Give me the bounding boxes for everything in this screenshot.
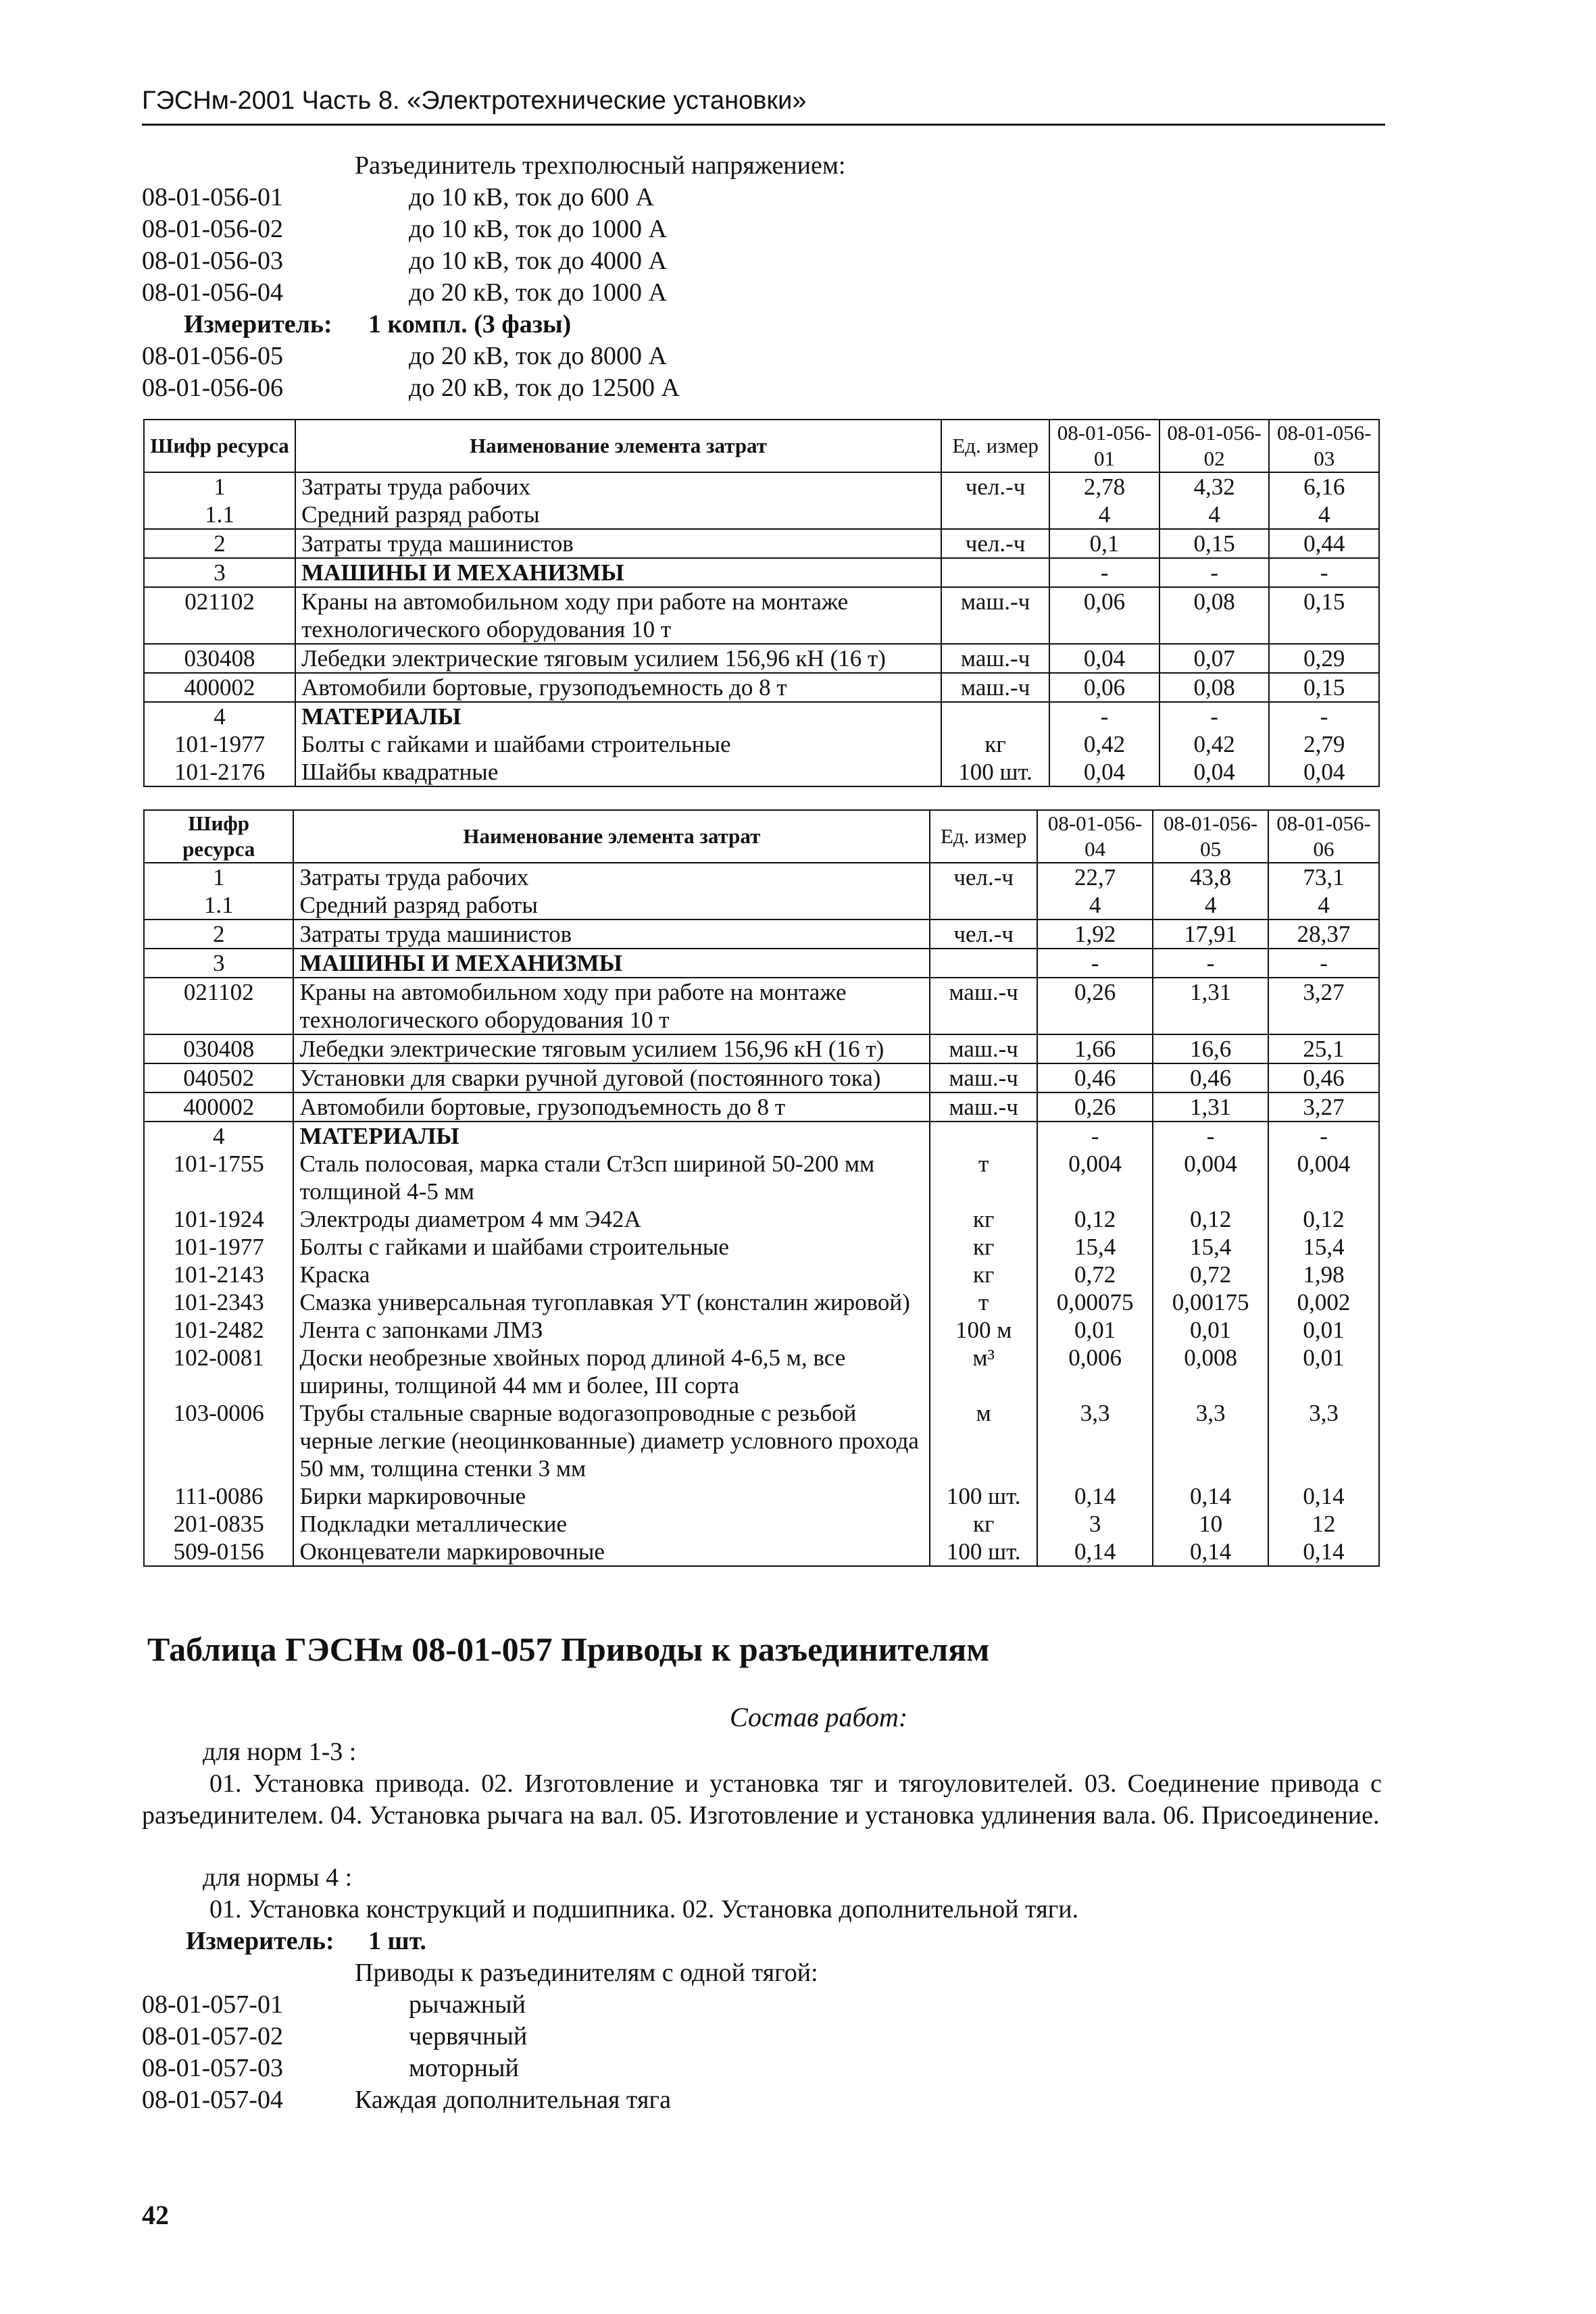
- value-cell: 4: [1269, 501, 1379, 529]
- value-cell: 0,01: [1153, 1316, 1268, 1344]
- value-cell: -: [1153, 1122, 1268, 1150]
- unit-cell: [941, 702, 1049, 730]
- cost-name-cell: Сталь полосовая, марка стали Ст3сп шириной 50-200 мм толщиной 4-5 мм: [293, 1150, 930, 1205]
- unit-cell: маш.-ч: [930, 1092, 1037, 1122]
- value-cell: 0,004: [1268, 1150, 1379, 1205]
- unit-cell: [930, 1122, 1037, 1150]
- resource-code-cell: 030408: [144, 644, 295, 673]
- unit-cell: [930, 891, 1037, 920]
- table-body: [144, 863, 1379, 1566]
- resource-code-cell: 101-2482: [144, 1316, 293, 1344]
- table-row: [144, 1510, 1379, 1538]
- value-cell: 0,12: [1037, 1205, 1153, 1233]
- cost-name-cell: МАШИНЫ И МЕХАНИЗМЫ: [293, 949, 930, 978]
- cost-name-cell: Смазка универсальная тугоплавкая УТ (консталин жировой): [293, 1288, 930, 1316]
- table-row: [144, 529, 1379, 558]
- table-row: [144, 863, 1379, 891]
- unit-cell: маш.-ч: [941, 587, 1049, 644]
- resource-code-cell: 1.1: [144, 501, 295, 529]
- unit-cell: 100 шт.: [930, 1538, 1037, 1566]
- table-row: [144, 702, 1379, 730]
- value-cell: 0,04: [1159, 758, 1270, 786]
- resource-code-cell: 101-1977: [144, 1233, 293, 1261]
- resource-code-cell: 4: [144, 1122, 293, 1150]
- value-cell: -: [1153, 949, 1268, 978]
- meter-label: Измеритель:: [186, 1927, 334, 1955]
- resource-code-cell: 030408: [144, 1034, 293, 1063]
- unit-cell: чел.-ч: [941, 529, 1049, 558]
- value-cell: 0,46: [1153, 1063, 1268, 1092]
- norm-desc: до 10 кВ, ток до 4000 А: [409, 247, 667, 275]
- cost-name-cell: Установки для сварки ручной дуговой (постоянного тока): [293, 1063, 930, 1092]
- resource-table-1: [143, 419, 1380, 787]
- value-cell: 0,14: [1037, 1482, 1153, 1510]
- table-row: [144, 1150, 1379, 1205]
- value-cell: -: [1159, 558, 1270, 587]
- value-cell: 0,15: [1159, 529, 1270, 558]
- value-cell: 0,002: [1268, 1288, 1379, 1316]
- value-cell: 0,15: [1269, 587, 1379, 644]
- col-header-unit: Ед. измер: [930, 810, 1037, 863]
- value-cell: 1,92: [1037, 920, 1153, 949]
- unit-cell: 100 шт.: [930, 1482, 1037, 1510]
- value-cell: 10: [1153, 1510, 1268, 1538]
- table-row: [144, 1399, 1379, 1482]
- value-cell: 0,14: [1153, 1482, 1268, 1510]
- value-cell: -: [1049, 558, 1159, 587]
- norm-code: 08-01-056-05: [142, 342, 283, 370]
- cost-name-cell: Затраты труда рабочих: [293, 863, 930, 891]
- value-cell: 0,26: [1037, 978, 1153, 1034]
- value-cell: 0,14: [1268, 1538, 1379, 1566]
- value-cell: 0,72: [1153, 1261, 1268, 1288]
- table-row: [144, 1288, 1379, 1316]
- col-header-norm: 08-01-056-03: [1269, 420, 1379, 472]
- value-cell: 1,31: [1153, 978, 1268, 1034]
- norm-desc: до 20 кВ, ток до 1000 А: [409, 278, 667, 307]
- value-cell: 0,004: [1153, 1150, 1268, 1205]
- unit-cell: кг: [941, 730, 1049, 758]
- table-row: [144, 1316, 1379, 1344]
- value-cell: 4,32: [1159, 472, 1270, 501]
- resource-code-cell: 400002: [144, 673, 295, 702]
- table-row: [144, 644, 1379, 673]
- value-cell: 0,44: [1269, 529, 1379, 558]
- value-cell: 0,15: [1269, 673, 1379, 702]
- table-row: [144, 949, 1379, 978]
- cost-name-cell: Болты с гайками и шайбами строительные: [295, 730, 941, 758]
- resource-code-cell: 1: [144, 863, 293, 891]
- resource-code-cell: 4: [144, 702, 295, 730]
- cost-name-cell: Краска: [293, 1261, 930, 1288]
- cost-name-cell: Затраты труда машинистов: [293, 920, 930, 949]
- norm-desc: Каждая дополнительная тяга: [355, 2086, 671, 2114]
- value-cell: 0,08: [1159, 587, 1270, 644]
- composition-label: Состав работ:: [730, 1702, 908, 1732]
- unit-cell: 100 м: [930, 1316, 1037, 1344]
- value-cell: 4: [1153, 891, 1268, 920]
- value-cell: 0,01: [1268, 1344, 1379, 1399]
- resource-code-cell: 2: [144, 529, 295, 558]
- value-cell: 16,6: [1153, 1034, 1268, 1063]
- table-body: [144, 472, 1379, 786]
- resource-code-cell: 3: [144, 558, 295, 587]
- norm-code: 08-01-057-01: [142, 1990, 283, 2019]
- resource-code-cell: 040502: [144, 1063, 293, 1092]
- value-cell: 0,29: [1269, 644, 1379, 673]
- resource-code-cell: 103-0006: [144, 1399, 293, 1482]
- norm-desc: рычажный: [409, 1990, 526, 2019]
- col-header-norm: 08-01-056-06: [1268, 810, 1379, 863]
- table-row: [144, 558, 1379, 587]
- norm-desc: моторный: [409, 2054, 519, 2082]
- col-header-norm: 08-01-056-02: [1159, 420, 1270, 472]
- value-cell: 0,14: [1268, 1482, 1379, 1510]
- cost-name-cell: Затраты труда рабочих: [295, 472, 941, 501]
- value-cell: 15,4: [1268, 1233, 1379, 1261]
- value-cell: 0,14: [1153, 1538, 1268, 1566]
- table-row: [144, 472, 1379, 501]
- unit-cell: кг: [930, 1205, 1037, 1233]
- resource-code-cell: 201-0835: [144, 1510, 293, 1538]
- col-header-norm: 08-01-056-05: [1153, 810, 1268, 863]
- value-cell: 43,8: [1153, 863, 1268, 891]
- cost-name-cell: МАТЕРИАЛЫ: [295, 702, 941, 730]
- cost-name-cell: Затраты труда машинистов: [295, 529, 941, 558]
- value-cell: 1,98: [1268, 1261, 1379, 1288]
- value-cell: 12: [1268, 1510, 1379, 1538]
- meter-value: 1 компл. (3 фазы): [368, 310, 572, 338]
- norm-code: 08-01-057-03: [142, 2054, 283, 2082]
- value-cell: 4: [1268, 891, 1379, 920]
- page-number: 42: [142, 2200, 169, 2230]
- value-cell: 3: [1037, 1510, 1153, 1538]
- resource-code-cell: 102-0081: [144, 1344, 293, 1399]
- value-cell: 0,46: [1037, 1063, 1153, 1092]
- value-cell: 15,4: [1153, 1233, 1268, 1261]
- cost-name-cell: МАШИНЫ И МЕХАНИЗМЫ: [295, 558, 941, 587]
- value-cell: -: [1268, 1122, 1379, 1150]
- work-description-1-3: 01. Установка привода. 02. Изготовление и установка тяг и тягоуловителей. 03. Соединение привода с разъединителем. 04. Установка рычага на вал. 05. Изготовление и установка удлинения вала. 06. Присоединение.: [142, 1769, 1382, 1830]
- cost-name-cell: Трубы стальные сварные водогазопроводные с резьбой черные легкие (неоцинкованные) диаметр условного прохода 50 мм, толщина стенки 3 мм: [293, 1399, 930, 1482]
- table-row: [144, 1205, 1379, 1233]
- cost-name-cell: Средний разряд работы: [295, 501, 941, 529]
- resource-code-cell: 101-1924: [144, 1205, 293, 1233]
- value-cell: 0,26: [1037, 1092, 1153, 1122]
- table-row: [144, 1122, 1379, 1150]
- value-cell: 0,04: [1049, 644, 1159, 673]
- col-header-norm: 08-01-056-04: [1037, 810, 1153, 863]
- value-cell: 1,31: [1153, 1092, 1268, 1122]
- col-header-code: Шифр ресурса: [144, 810, 293, 863]
- value-cell: 0,00075: [1037, 1288, 1153, 1316]
- value-cell: 0,12: [1268, 1205, 1379, 1233]
- value-cell: 0,08: [1159, 673, 1270, 702]
- resource-code-cell: 509-0156: [144, 1538, 293, 1566]
- norm-desc: до 20 кВ, ток до 8000 А: [409, 342, 667, 370]
- value-cell: -: [1159, 702, 1270, 730]
- value-cell: 4: [1049, 501, 1159, 529]
- value-cell: 4: [1159, 501, 1270, 529]
- norm-code: 08-01-057-02: [142, 2022, 283, 2051]
- value-cell: -: [1269, 558, 1379, 587]
- cost-name-cell: Шайбы квадратные: [295, 758, 941, 786]
- unit-cell: 100 шт.: [941, 758, 1049, 786]
- value-cell: 0,01: [1268, 1316, 1379, 1344]
- resource-code-cell: 1.1: [144, 891, 293, 920]
- value-cell: 0,00175: [1153, 1288, 1268, 1316]
- value-cell: 6,16: [1269, 472, 1379, 501]
- unit-cell: [941, 558, 1049, 587]
- table-row: [144, 501, 1379, 529]
- unit-cell: чел.-ч: [930, 920, 1037, 949]
- table-row: [144, 587, 1379, 644]
- meter-value: 1 шт.: [368, 1927, 426, 1955]
- resource-code-cell: 400002: [144, 1092, 293, 1122]
- unit-cell: маш.-ч: [941, 644, 1049, 673]
- value-cell: 0,01: [1037, 1316, 1153, 1344]
- for-norms-1-3: для норм 1-3 :: [203, 1738, 357, 1766]
- norm-code: 08-01-056-04: [142, 278, 283, 307]
- norm-code: 08-01-056-03: [142, 247, 283, 275]
- section-title: Таблица ГЭСНм 08-01-057 Приводы к разъединителям: [147, 1630, 990, 1668]
- norm-code: 08-01-056-06: [142, 374, 283, 402]
- value-cell: 4: [1037, 891, 1153, 920]
- unit-cell: маш.-ч: [930, 1034, 1037, 1063]
- value-cell: 3,27: [1268, 978, 1379, 1034]
- table-row: [144, 730, 1379, 758]
- unit-cell: маш.-ч: [930, 978, 1037, 1034]
- norms-intro: Разъединитель трехполюсный напряжением:: [355, 151, 846, 180]
- col-header-norm: 08-01-056-01: [1049, 420, 1159, 472]
- table-row: [144, 1538, 1379, 1566]
- value-cell: 0,006: [1037, 1344, 1153, 1399]
- cost-name-cell: Автомобили бортовые, грузоподъемность до 8 т: [293, 1092, 930, 1122]
- value-cell: 1,66: [1037, 1034, 1153, 1063]
- value-cell: 0,07: [1159, 644, 1270, 673]
- table-row: [144, 891, 1379, 920]
- norm-code: 08-01-056-02: [142, 215, 283, 243]
- cost-name-cell: Краны на автомобильном ходу при работе на монтаже технологического оборудования 10 т: [293, 978, 930, 1034]
- unit-cell: [930, 949, 1037, 978]
- value-cell: 0,42: [1159, 730, 1270, 758]
- cost-name-cell: Болты с гайками и шайбами строительные: [293, 1233, 930, 1261]
- norm-code: 08-01-056-01: [142, 183, 283, 211]
- work-description-4: 01. Установка конструкций и подшипника. 02. Установка дополнительной тяги.: [209, 1895, 1079, 1923]
- norm-code: 08-01-057-04: [142, 2086, 283, 2114]
- value-cell: 2,79: [1269, 730, 1379, 758]
- table-row: [144, 1261, 1379, 1288]
- value-cell: -: [1037, 949, 1153, 978]
- norm-desc: до 10 кВ, ток до 1000 А: [409, 215, 667, 243]
- value-cell: 0,04: [1049, 758, 1159, 786]
- value-cell: 0,008: [1153, 1344, 1268, 1399]
- page-header: ГЭСНм-2001 Часть 8. «Электротехнические установки»: [142, 86, 1385, 126]
- value-cell: -: [1037, 1122, 1153, 1150]
- value-cell: 0,46: [1268, 1063, 1379, 1092]
- resource-code-cell: 021102: [144, 978, 293, 1034]
- cost-name-cell: Подкладки металлические: [293, 1510, 930, 1538]
- unit-cell: м³: [930, 1344, 1037, 1399]
- table-row: [144, 978, 1379, 1034]
- table-row: [144, 1233, 1379, 1261]
- table-row: [144, 673, 1379, 702]
- value-cell: 0,06: [1049, 587, 1159, 644]
- value-cell: 0,04: [1269, 758, 1379, 786]
- cost-name-cell: Автомобили бортовые, грузоподъемность до 8 т: [295, 673, 941, 702]
- table-row: [144, 1482, 1379, 1510]
- col-header-unit: Ед. измер: [941, 420, 1049, 472]
- value-cell: 2,78: [1049, 472, 1159, 501]
- cost-name-cell: Оконцеватели маркировочные: [293, 1538, 930, 1566]
- value-cell: 28,37: [1268, 920, 1379, 949]
- col-header-name: Наименование элемента затрат: [295, 420, 941, 472]
- norms-list-056: [142, 150, 1155, 404]
- resource-code-cell: 101-2343: [144, 1288, 293, 1316]
- value-cell: 15,4: [1037, 1233, 1153, 1261]
- col-header-name: Наименование элемента затрат: [293, 810, 930, 863]
- value-cell: 17,91: [1153, 920, 1268, 949]
- value-cell: 25,1: [1268, 1034, 1379, 1063]
- cost-name-cell: Краны на автомобильном ходу при работе на монтаже технологического оборудования 10 т: [295, 587, 941, 644]
- table-row: [144, 758, 1379, 786]
- cost-name-cell: Бирки маркировочные: [293, 1482, 930, 1510]
- cost-name-cell: Средний разряд работы: [293, 891, 930, 920]
- norm-desc: до 20 кВ, ток до 12500 А: [409, 374, 680, 402]
- unit-cell: чел.-ч: [941, 472, 1049, 501]
- resource-code-cell: 101-1977: [144, 730, 295, 758]
- cost-name-cell: Лебедки электрические тяговым усилием 156,96 кН (16 т): [293, 1034, 930, 1063]
- resource-code-cell: 111-0086: [144, 1482, 293, 1510]
- value-cell: 0,12: [1153, 1205, 1268, 1233]
- value-cell: 0,72: [1037, 1261, 1153, 1288]
- resource-code-cell: 2: [144, 920, 293, 949]
- norms-list-057: [142, 1926, 1155, 2116]
- value-cell: 3,3: [1268, 1399, 1379, 1482]
- unit-cell: т: [930, 1150, 1037, 1205]
- unit-cell: [941, 501, 1049, 529]
- unit-cell: кг: [930, 1261, 1037, 1288]
- norm-desc: до 10 кВ, ток до 600 А: [409, 183, 654, 211]
- unit-cell: т: [930, 1288, 1037, 1316]
- value-cell: 3,3: [1037, 1399, 1153, 1482]
- value-cell: 3,27: [1268, 1092, 1379, 1122]
- value-cell: -: [1268, 949, 1379, 978]
- cost-name-cell: Доски необрезные хвойных пород длиной 4-6,5 м, все ширины, толщиной 44 мм и более, III сорта: [293, 1344, 930, 1399]
- table-row: [144, 1092, 1379, 1122]
- cost-name-cell: Лебедки электрические тяговым усилием 156,96 кН (16 т): [295, 644, 941, 673]
- value-cell: 0,06: [1049, 673, 1159, 702]
- value-cell: 0,14: [1037, 1538, 1153, 1566]
- norms-intro: Приводы к разъединителям с одной тягой:: [355, 1959, 818, 1987]
- resource-code-cell: 3: [144, 949, 293, 978]
- table-row: [144, 1034, 1379, 1063]
- value-cell: -: [1049, 702, 1159, 730]
- unit-cell: м: [930, 1399, 1037, 1482]
- value-cell: 73,1: [1268, 863, 1379, 891]
- resource-code-cell: 1: [144, 472, 295, 501]
- resource-code-cell: 021102: [144, 587, 295, 644]
- col-header-code: Шифр ресурса: [144, 420, 295, 472]
- unit-cell: маш.-ч: [930, 1063, 1037, 1092]
- unit-cell: маш.-ч: [941, 673, 1049, 702]
- cost-name-cell: МАТЕРИАЛЫ: [293, 1122, 930, 1150]
- unit-cell: кг: [930, 1233, 1037, 1261]
- table-row: [144, 920, 1379, 949]
- table-row: [144, 1344, 1379, 1399]
- resource-code-cell: 101-1755: [144, 1150, 293, 1205]
- value-cell: 0,42: [1049, 730, 1159, 758]
- value-cell: -: [1269, 702, 1379, 730]
- value-cell: 3,3: [1153, 1399, 1268, 1482]
- resource-code-cell: 101-2176: [144, 758, 295, 786]
- cost-name-cell: Лента с запонками ЛМЗ: [293, 1316, 930, 1344]
- unit-cell: чел.-ч: [930, 863, 1037, 891]
- for-norm-4: для нормы 4 :: [203, 1863, 353, 1892]
- norm-desc: червячный: [409, 2022, 528, 2051]
- cost-name-cell: Электроды диаметром 4 мм Э42А: [293, 1205, 930, 1233]
- unit-cell: кг: [930, 1510, 1037, 1538]
- resource-table-2: [143, 809, 1380, 1567]
- value-cell: 22,7: [1037, 863, 1153, 891]
- meter-label: Измеритель:: [184, 310, 332, 338]
- value-cell: 0,1: [1049, 529, 1159, 558]
- resource-code-cell: 101-2143: [144, 1261, 293, 1288]
- table-row: [144, 1063, 1379, 1092]
- value-cell: 0,004: [1037, 1150, 1153, 1205]
